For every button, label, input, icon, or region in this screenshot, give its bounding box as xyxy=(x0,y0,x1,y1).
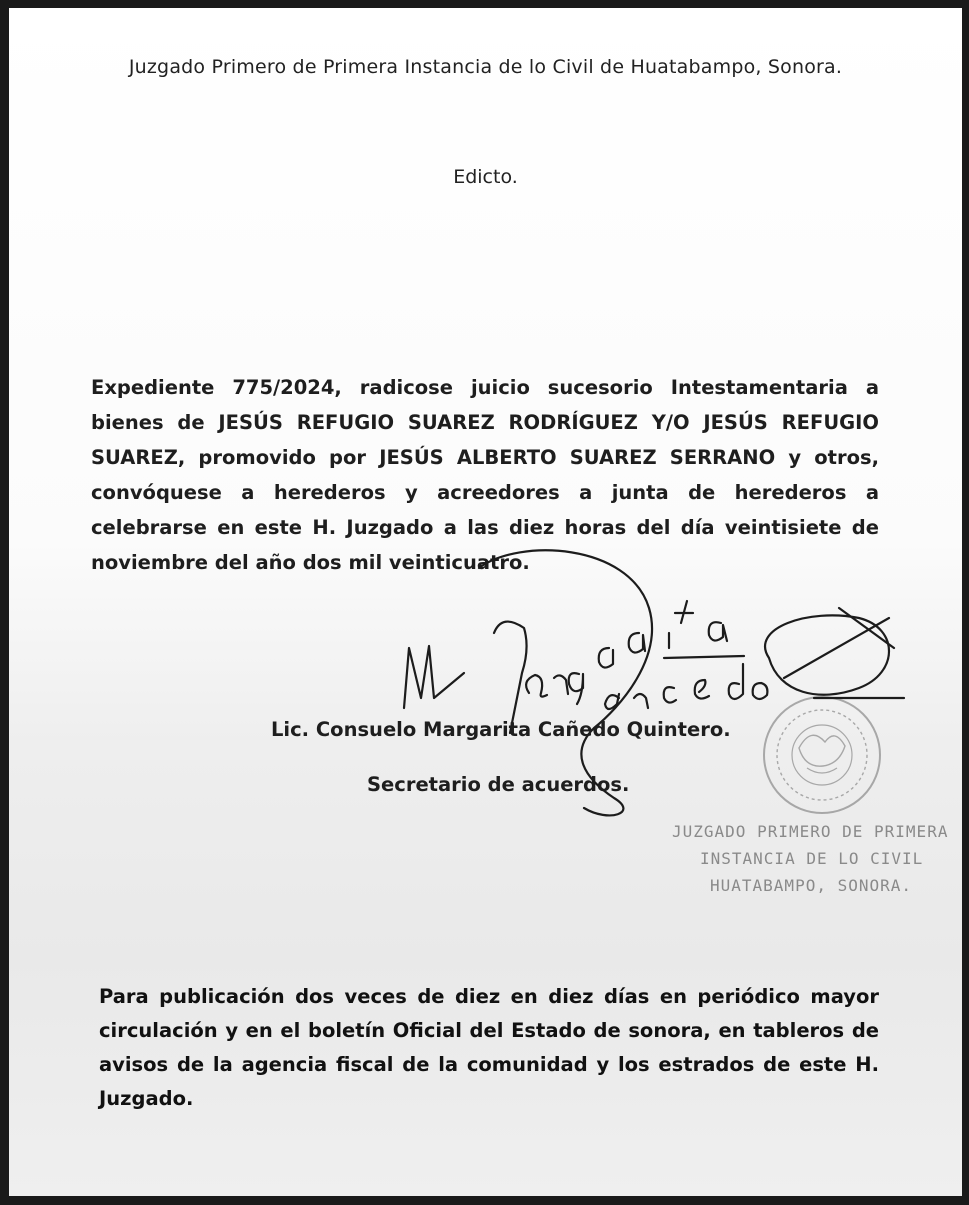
court-header: Juzgado Primero de Primera Instancia de lo Civil de Huatabampo, Sonora. xyxy=(128,56,843,78)
stamp-line-1: JUZGADO PRIMERO DE PRIMERA xyxy=(672,822,949,841)
stamp-line-3: HUATABAMPO, SONORA. xyxy=(710,876,913,895)
edict-page xyxy=(9,8,962,1196)
stamp-line-2: INSTANCIA DE LO CIVIL xyxy=(700,849,924,868)
court-stamp xyxy=(672,818,962,899)
publication-note: Para publicación dos veces de diez en diez días en periódico mayor circulación y en el boletín Oficial del Estado de sonora, en tableros de avisos de la agencia fiscal de la comunidad y los estrados de este H. Juzgado. xyxy=(99,985,879,1110)
signer-role: Secretario de acuerdos. xyxy=(367,773,630,796)
edict-body-paragraph: Expediente 775/2024, radicose juicio sucesorio Intestamentaria a bienes de JESÚS REFUGIO SUAREZ RODRÍGUEZ Y/O JESÚS REFUGIO SUAREZ, promovido por JESÚS ALBERTO SUAREZ SERRANO y otros, convóquese a herederos y acreedores a junta de herederos a celebrarse en este H. Juzgado a las diez horas del día veintisiete de noviembre del año dos mil veinticuatro. xyxy=(91,376,879,574)
signer-name: Lic. Consuelo Margarita Cañedo Quintero. xyxy=(271,718,731,741)
document-title: Edicto. xyxy=(453,166,518,188)
